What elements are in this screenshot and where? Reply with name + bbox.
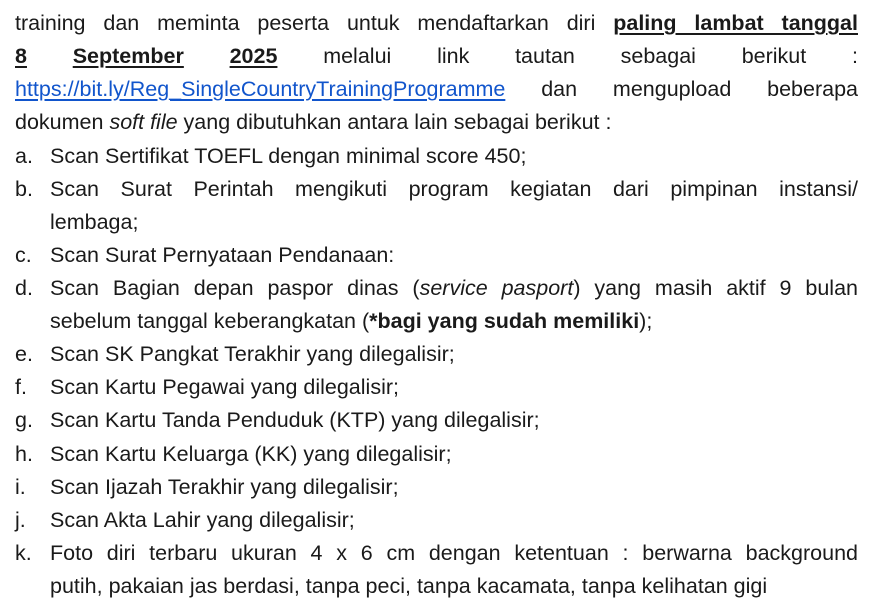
deadline-year: 2025 [229,44,278,68]
list-item [15,441,858,467]
paragraph-word: berikut [741,44,807,68]
paragraph-line-4 [15,109,611,135]
paragraph-text: training dan meminta peserta untuk mendaftarkan diri [15,11,596,35]
list-item-text [50,275,858,301]
deadline-day: 8 [15,44,27,68]
paragraph-text: dan mengupload beberapa [541,77,858,101]
list-item-text [50,308,652,334]
list-item-text: Scan Akta Lahir yang dilegalisir; [50,508,355,532]
list-item-text: Scan Kartu Pegawai yang dilegalisir; [50,375,399,399]
deadline-month: September [72,44,184,68]
paragraph-word: melalui [323,44,392,68]
list-item [15,407,858,433]
bold-note-text: *bagi yang sudah memiliki [369,309,640,333]
list-marker: h. [15,442,33,466]
list-item [15,143,858,169]
soft-file-text: soft file [109,110,178,134]
list-item [15,176,858,202]
list-item-text-part: sebelum tanggal keberangkatan ( [50,309,370,333]
list-item [15,341,858,367]
list-item-text: Scan Ijazah Terakhir yang dilegalisir; [50,475,399,499]
paragraph-word: : [851,44,858,68]
service-passport-text: service pasport [419,276,574,300]
paragraph-text: dokumen [15,110,104,134]
list-marker: d. [15,276,33,300]
paragraph-word: sebagai [620,44,696,68]
registration-link[interactable]: https://bit.ly/Reg_SingleCountryTrainingProgramme [15,77,506,101]
list-item-continuation [15,573,858,599]
paragraph-line-1 [15,10,858,36]
list-marker: i. [15,475,26,499]
list-item-text: Scan Kartu Keluarga (KK) yang dilegalisir; [50,442,452,466]
list-marker: e. [15,342,33,366]
list-item [15,374,858,400]
list-marker: c. [15,243,32,267]
list-item [15,474,858,500]
list-item-continuation [15,209,858,235]
list-item-text: putih, pakaian jas berdasi, tanpa peci, tanpa kacamata, tanpa kelihatan gigi [50,574,768,598]
list-marker: b. [15,177,33,201]
list-marker: j. [15,508,26,532]
list-item-text: Scan Surat Perintah mengikuti program kegiatan dari pimpinan instansi/ [50,177,858,201]
list-item-text: Scan Surat Pernyataan Pendanaan: [50,243,395,267]
list-item-text: lembaga; [50,210,139,234]
list-item [15,540,858,566]
list-item-continuation [15,308,858,334]
paragraph-word: link [437,44,470,68]
list-item-text: Scan Kartu Tanda Penduduk (KTP) yang dilegalisir; [50,408,540,432]
list-item-text-part: ); [639,309,653,333]
list-item-text: Scan SK Pangkat Terakhir yang dilegalisir; [50,342,455,366]
list-item-text-part: ) yang masih aktif 9 bulan [573,276,859,300]
paragraph-word: tautan [515,44,575,68]
list-marker: f. [15,375,27,399]
list-item-text: Scan Sertifikat TOEFL dengan minimal score 450; [50,144,527,168]
list-item [15,275,858,301]
list-item [15,507,858,533]
list-item-text: Foto diri terbaru ukuran 4 x 6 cm dengan ketentuan : berwarna background [50,541,858,565]
list-marker: k. [15,541,32,565]
list-item [15,242,858,268]
deadline-text: paling lambat tanggal [613,11,858,35]
paragraph-line-2 [15,43,858,69]
paragraph-text: yang dibutuhkan antara lain sebagai berikut : [183,110,612,134]
list-marker: a. [15,144,33,168]
list-item-text-part: Scan Bagian depan paspor dinas ( [50,276,420,300]
paragraph-line-3 [15,76,858,102]
list-marker: g. [15,408,33,432]
